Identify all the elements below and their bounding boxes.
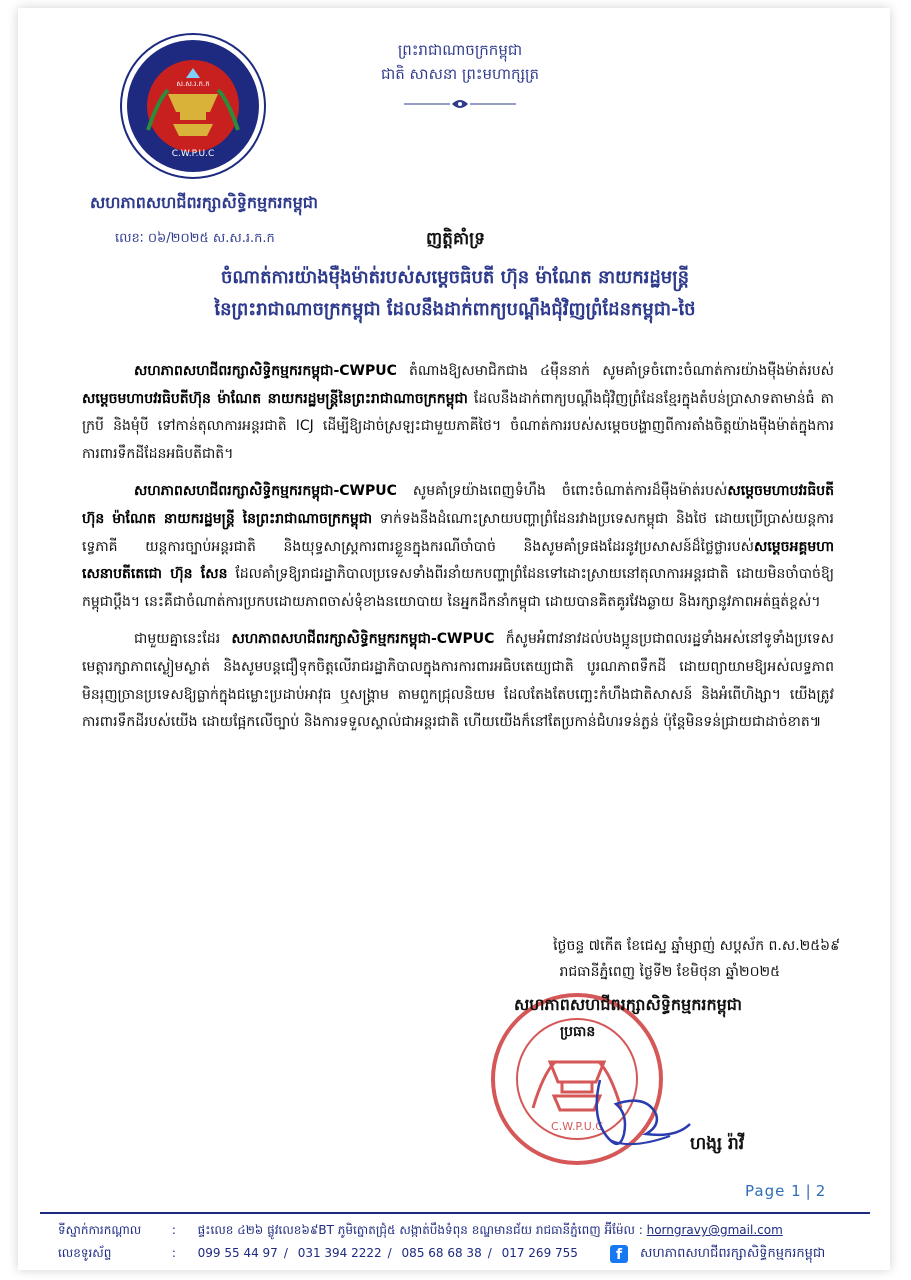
footer-address-row — [58, 1222, 878, 1240]
title-line-2: នៃព្រះរាជាណាចក្រកម្ពុជា ដែលនឹងដាក់ពាក្យបណ្ដឹងជុំវិញព្រំដែនកម្ពុជា-ថៃ — [214, 299, 696, 320]
kingdom-line-2: ជាតិ សាសនា ព្រះមហាក្សត្រ — [380, 65, 540, 83]
page-total: 2 — [815, 1182, 827, 1200]
paragraph-2 — [82, 478, 834, 616]
signature-org: សហភាពសហជីពរក្សាសិទ្ធិកម្មករកម្ពុជា — [514, 995, 742, 1014]
p2-text-3: ដែលគាំទ្រឱ្យរាជរដ្ឋាភិបាលប្រទេសទាំងពីរនាំយកបញ្ហាព្រំដែនទៅដោះស្រាយនៅតុលាការអន្ដរជាតិ ដោយមិនចាំបាច់ឱ្យកម្ពុជាប្ដឹង។ នេះគឺជាចំណាត់ការប្រកបដោយភាពចាស់ទុំខាងនយោបាយ នៃអ្នកដឹកនាំកម្ពុជា ដោយបានគិតគូរវែងឆ្ងាយ និងរក្សានូវភាពអត់ធ្មត់ខ្ពស់។ — [82, 566, 834, 610]
title-line-1: ចំណាត់ការយ៉ាងម៉ឺងម៉ាត់របស់សម្ដេចធិបតី ហ៊ុន ម៉ាណែត នាយករដ្ឋមន្ដ្រី — [220, 267, 689, 288]
page-number: Page 1 | 2 — [745, 1182, 827, 1200]
p2-bold-2: សម្ដេចមហាបវរធិបតី ហ៊ុន ម៉ាណែត នាយករដ្ឋមន្ដ្រី នៃព្រះរាជាណាចក្រកម្ពុជា — [82, 483, 834, 527]
p2-bold-1: សហភាពសហជីពរក្សាសិទ្ធិកម្មករកម្ពុជា-CWPUC — [134, 483, 397, 500]
p1-bold-1: សហភាពសហជីពរក្សាសិទ្ធិកម្មករកម្ពុជា-CWPUC — [134, 363, 397, 379]
document-title — [60, 262, 850, 326]
p1-text-2: ដែលនឹងដាក់ពាក្យបណ្ដឹងជុំវិញព្រំដែនខ្មែរក្នុងតំបន់ប្រាសាទតាមាន់ធំ តាក្របី និងមុំបី ទៅកាន់តុលាការអន្ដរជាតិ ICJ ដើម្បីឱ្យដាច់ស្រឡះជាមួយភាគីថៃ។ ចំណាត់ការរបស់សម្ដេចបង្ហាញពីការតាំងចិត្តយ៉ាងម៉ឺងម៉ាត់ក្នុងការការពារទឹកដីដែនអធិបតីជាតិ។ — [82, 390, 834, 462]
date-lunar: ថ្ងៃចន្ទ ៧កើត ខែជេស្ឋ ឆ្នាំម្សាញ់ សប្ដស័ក ព.ស.២៥៦៩ — [553, 938, 840, 954]
address-label: ទីស្នាក់ការកណ្ដាល — [58, 1223, 142, 1237]
kingdom-line-1: ព្រះរាជាណាចក្រកម្ពុជា — [397, 41, 523, 59]
stamp-bottom-text: C.W.P.U.C — [551, 1120, 603, 1133]
p3-text-2: ក៏សូមអំពាវនាវដល់បងប្អូនប្រជាពលរដ្ឋទាំងអស់នៅទូទាំងប្រទេស មេត្តារក្សាភាពស្ងៀមស្ងាត់ និងសូមបន្ដជឿទុកចិត្តលើរាជរដ្ឋាភិបាលក្នុងការការពារអធិបតេយ្យជាតិ បូរណភាពទឹកដី ដោយព្យាយាមឱ្យអស់លទ្ធភាព មិនរុញច្រានប្រទេសឱ្យធ្លាក់ក្នុងជម្លោះប្រដាប់អាវុធ ឬសង្គ្រាម តាមពួកជ្រុលនិយម ដែលតែងតែបញ្ឆេះកំហឹងជាតិសាសន៍ និងអំពើហិង្សា។ យើងត្រូវការពារទឹកដីរបស់យើង ដោយផ្អែកលើច្បាប់ និងការទទួលស្គាល់ជាអន្ដរជាតិ ហើយយើងក៏នៅតែប្រកាន់ជំហរទន់ភ្លន់ ប៉ុន្ដែមិនទន់ជ្រាយជាដាច់ខាត៕ — [82, 631, 834, 731]
kingdom-motto — [330, 38, 590, 86]
footer-phone-row: លេខទូរស័ព្ទ : 099 55 44 97 / 031 394 2222 / 085 68 68 38 / 017 269 755 — [58, 1245, 878, 1263]
p2-bold-3: សម្ដេចអគ្គមហាសេនាបតីតេជោ ហ៊ុន សែន — [82, 538, 834, 583]
p3-bold-1: សហភាពសហជីពរក្សាសិទ្ធិកម្មករកម្ពុជា-CWPUC — [231, 631, 495, 648]
p2-text-2: ទាក់ទងនឹងដំណោះស្រាយបញ្ហាព្រំដែនរវាងប្រទេសកម្ពុជា និងថៃ ដោយប្រើប្រាស់យន្ដការទ្វេភាគី យន្ដការច្បាប់អន្ដរជាតិ និងយុទ្ធសាស្ដ្រការពារខ្លួនក្នុងករណីចាំបាច់ និងសូមគាំទ្រផងដែរនូវប្រសាសន៍ដ៏ថ្លៃថ្លារបស់ — [82, 510, 834, 555]
phone-3: 085 68 68 38 — [401, 1246, 482, 1260]
phone-label: លេខទូរស័ព្ទ — [58, 1246, 112, 1260]
paragraph-3 — [82, 626, 834, 736]
p1-text-1: តំណាងឱ្យសមាជិកជាង ៤ម៉ឺននាក់ សូមគាំទ្រចំពោះចំណាត់ការយ៉ាងម៉ឺងម៉ាត់របស់ — [396, 363, 834, 379]
paragraph-1 — [82, 358, 834, 468]
footer-divider — [40, 1212, 870, 1214]
ornament-divider — [400, 97, 520, 111]
logo-badge-text: ស.ស.រ.ក.ក — [176, 80, 210, 88]
union-logo — [118, 32, 268, 180]
date-solar: រាជធានីភ្នំពេញ ថ្ងៃទី២ ខែមិថុនា ឆ្នាំ២០២៥ — [559, 964, 780, 980]
phone-1: 099 55 44 97 — [197, 1246, 278, 1260]
phone-4: 017 269 755 — [501, 1246, 578, 1260]
phone-colon: : — [171, 1246, 176, 1260]
page-label: Page — [745, 1182, 786, 1200]
signature-role: ប្រធាន — [560, 1024, 596, 1040]
body-text — [82, 358, 834, 747]
email-link[interactable]: horngravy@gmail.com — [646, 1223, 783, 1237]
p2-text-1: សូមគាំទ្រយ៉ាងពេញទំហឹង ចំពោះចំណាត់ការដ៏ម៉ឺងម៉ាត់របស់ — [396, 483, 728, 500]
signer-name: ហង្ស រ៉ាវី — [690, 1134, 745, 1154]
p3-text-1: ជាមួយគ្នានេះដែរ — [134, 631, 232, 648]
email-label: អ៊ីម៉ែល : — [604, 1223, 643, 1237]
logo-bottom-text: C.W.P.U.C — [171, 149, 215, 159]
address-text: ផ្ទះលេខ ៤២៦ ផ្លូវលេខ៦៩BT ភូមិត្នោតជ្រុំ៥ សង្កាត់បឹងទំពុន ខណ្ឌមានជ័យ រាជធានីភ្នំពេញ — [197, 1223, 601, 1237]
handwritten-signature — [580, 1070, 700, 1160]
p1-bold-2: សម្ដេចមហាបវរធិបតីហ៊ុន ម៉ាណែត នាយករដ្ឋមន្ដ្រីនៃព្រះរាជាណាចក្រកម្ពុជា — [82, 390, 468, 407]
facebook-icon[interactable]: f — [610, 1245, 628, 1263]
org-name: សហភាពសហជីពរក្សាសិទ្ធិកម្មករកម្ពុជា — [90, 193, 318, 212]
document-type: ញត្តិគាំទ្រ — [425, 229, 486, 249]
page-current: 1 — [791, 1182, 802, 1200]
phone-2: 031 394 2222 — [297, 1246, 382, 1260]
footer-org-name: សហភាពសហជីពរក្សាសិទ្ធិកម្មករកម្ពុជា — [640, 1246, 826, 1261]
reference-number: លេខៈ ០៦/២០២៥ ស.ស.រ.ក.ក — [115, 231, 275, 246]
address-colon: : — [171, 1223, 176, 1237]
